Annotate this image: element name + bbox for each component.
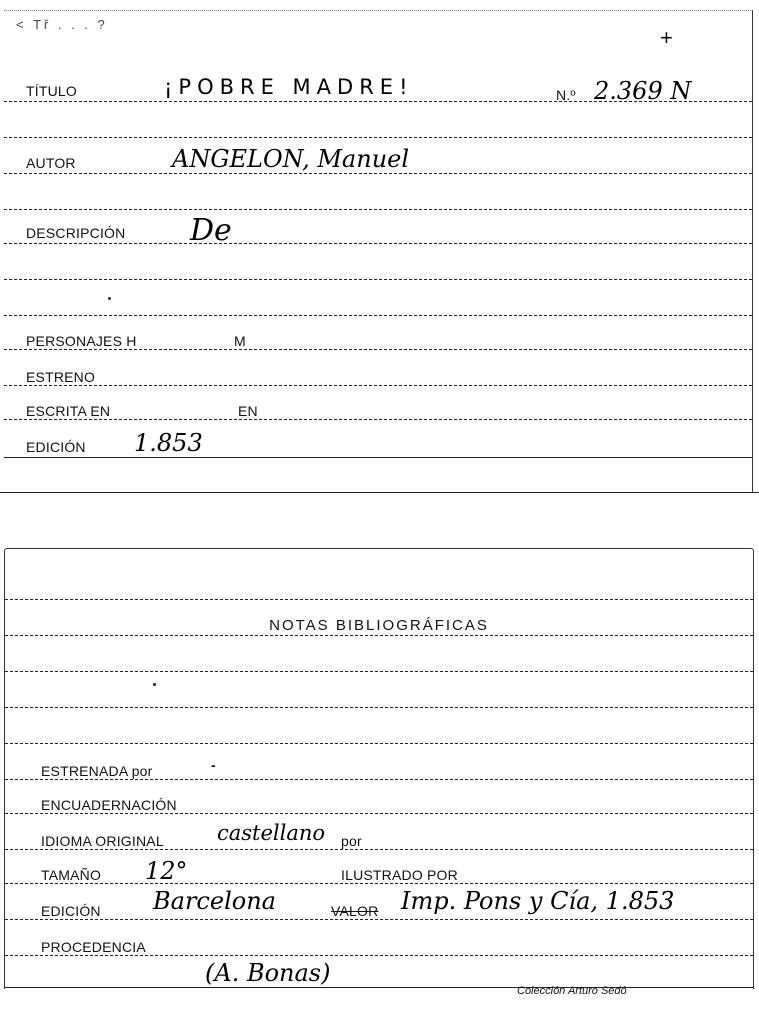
- rule-line: [5, 849, 753, 850]
- rule-line: [5, 987, 753, 988]
- estrenada-value: -: [211, 757, 216, 773]
- rule-line: [5, 599, 753, 600]
- valor-value: Imp. Pons y Cía, 1.853: [401, 887, 675, 915]
- escrita-label: ESCRITA EN: [26, 403, 111, 419]
- valor-label: VALOR: [331, 903, 379, 919]
- card-separator: [0, 492, 759, 493]
- tamano-label: TAMAÑO: [41, 867, 102, 883]
- rule-line: [5, 919, 753, 920]
- rule-line: [4, 315, 752, 316]
- rule-line: [4, 457, 752, 458]
- titulo-label: TÍTULO: [26, 83, 77, 99]
- edicion-label-back: EDICIÓN: [41, 903, 101, 919]
- rule-line: [5, 955, 753, 956]
- rule-line: [4, 137, 752, 138]
- descripcion-label: DESCRIPCIÓN: [26, 225, 126, 241]
- procedencia-value: (A. Bonas): [205, 959, 331, 987]
- personajes-m-label: M: [234, 333, 246, 349]
- rule-line: [5, 813, 753, 814]
- idioma-value: castellano: [217, 821, 326, 845]
- catalog-card-back: [4, 548, 754, 997]
- estrenada-label: ESTRENADA por: [41, 763, 153, 779]
- estreno-label: ESTRENO: [26, 369, 96, 385]
- collection-footer: Colección Arturo Sedó: [517, 985, 627, 997]
- rule-line: [4, 349, 752, 350]
- rule-line: [4, 419, 752, 420]
- autor-value: ANGELON, Manuel: [172, 145, 410, 173]
- idioma-por-label: por: [341, 833, 362, 849]
- plus-mark: +: [660, 25, 673, 50]
- edicion-place-value: Barcelona: [153, 887, 276, 915]
- notas-heading: NOTAS BIBLIOGRÁFICAS: [269, 617, 489, 634]
- rule-line: [4, 279, 752, 280]
- escrita-en-label: EN: [238, 403, 258, 419]
- rule-line: [5, 883, 753, 884]
- rule-line: [5, 707, 753, 708]
- rule-line: [5, 779, 753, 780]
- rule-line: [5, 671, 753, 672]
- catalog-card-front: [4, 10, 753, 493]
- rule-line: [5, 743, 753, 744]
- rule-line: [4, 173, 752, 174]
- rule-line: [4, 209, 752, 210]
- procedencia-label: PROCEDENCIA: [41, 939, 146, 955]
- personajes-label: PERSONAJES H: [26, 333, 137, 349]
- numero-label: N.º: [556, 87, 576, 103]
- rule-line: [5, 635, 753, 636]
- rule-line: [4, 243, 752, 244]
- ilustrado-label: ILUSTRADO POR: [341, 867, 458, 883]
- idioma-label: IDIOMA ORIGINAL: [41, 833, 164, 849]
- rule-line: [4, 385, 752, 386]
- corner-scribble: < Tř . . . ?: [16, 17, 108, 32]
- ink-speck: [108, 297, 111, 300]
- edicion-value: 1.853: [134, 429, 203, 457]
- rule-line: [4, 101, 752, 102]
- descripcion-value: De: [190, 213, 232, 248]
- encuadernacion-label: ENCUADERNACIÓN: [41, 797, 177, 813]
- tamano-value: 12°: [145, 857, 188, 885]
- titulo-value: ¡POBRE MADRE!: [164, 75, 414, 99]
- numero-value: 2.369 N: [594, 77, 692, 105]
- autor-label: AUTOR: [26, 155, 76, 171]
- ink-speck: [153, 683, 156, 686]
- edicion-label: EDICIÓN: [26, 439, 86, 455]
